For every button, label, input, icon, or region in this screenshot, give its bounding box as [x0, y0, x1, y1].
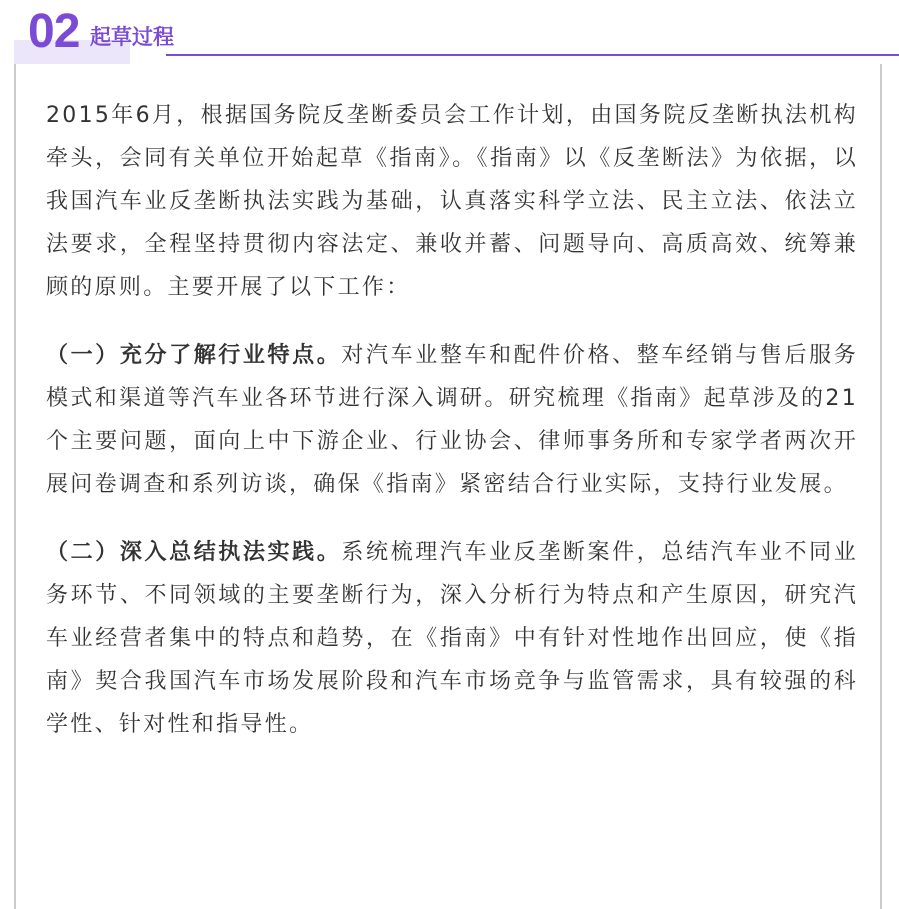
section-title: 起草过程: [90, 25, 174, 49]
paragraph-item-2: [46, 531, 858, 746]
paragraph-item-2-lead: （二）深入总结执法实践。: [46, 540, 342, 565]
paragraph-item-1-lead: （一）充分了解行业特点。: [46, 343, 342, 368]
paragraph-intro-text: 2015年6月，根据国务院反垄断委员会工作计划，由国务院反垄断执法机构牵头，会同有关单位开始起草《指南》。《指南》以《反垄断法》为依据，以我国汽车业反垄断执法实践为基础，认真落实科学立法、民主立法、依法立法要求，全程坚持贯彻内容法定、兼收并蓄、问题导向、高质高效、统筹兼顾的原则。主要开展了以下工作：: [46, 103, 858, 300]
paragraph-item-2-text: 系统梳理汽车业反垄断案件，总结汽车业不同业务环节、不同领域的主要垄断行为，深入分析行为特点和产生原因，研究汽车业经营者集中的特点和趋势，在《指南》中有针对性地作出回应，使《指南》契合我国汽车市场发展阶段和汽车市场竞争与监管需求，具有较强的科学性、针对性和指导性。: [46, 540, 858, 737]
paragraph-item-1: [46, 334, 858, 506]
paragraph-intro: [46, 94, 858, 309]
section-header: [0, 0, 899, 64]
header-underline: [166, 54, 899, 56]
paragraph-item-1-text: 对汽车业整车和配件价格、整车经销与售后服务模式和渠道等汽车业各环节进行深入调研。研究梳理《指南》起草涉及的21个主要问题，面向上中下游企业、行业协会、律师事务所和专家学者两次开展问卷调查和系列访谈，确保《指南》紧密结合行业实际，支持行业发展。: [46, 343, 858, 497]
frame-right-border: [880, 64, 882, 909]
article-body: [46, 94, 858, 771]
frame-left-border: [14, 64, 16, 909]
section-number: 02: [28, 5, 80, 58]
